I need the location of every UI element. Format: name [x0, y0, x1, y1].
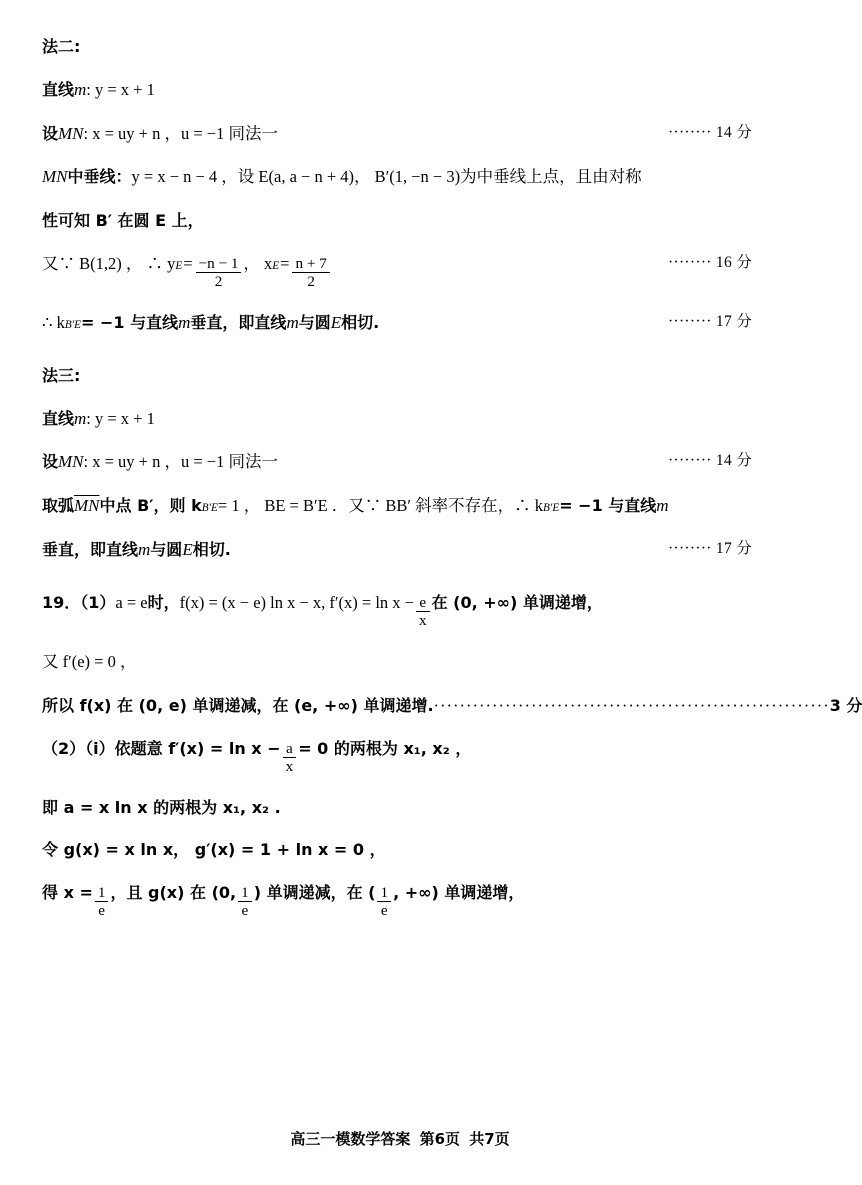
score-mark-14a: ········ 14 分	[668, 123, 752, 141]
a-equals-e: a = e	[115, 593, 148, 613]
line-m-equation	[42, 79, 758, 102]
fraction-denominator-6: e	[241, 902, 249, 919]
arc-prefix: 取弧	[42, 496, 75, 516]
mn-expression-2: : x = uy + n ，u = −1 同法一	[83, 452, 278, 472]
increasing-interval-text: 在 (0, +∞) 单调递增，	[431, 593, 603, 613]
g-interval-prefix: ，且 g(x) 在 (0,	[110, 883, 237, 902]
decreasing-text: ) 单调递减，在 (	[253, 883, 376, 902]
mn-expression: : x = uy + n ，u = −1 同法一	[83, 123, 278, 143]
fraction-a-over-x	[283, 740, 297, 775]
perpendicular-text-2: 垂直，即直线	[190, 313, 287, 332]
method-two-heading	[42, 36, 758, 58]
symmetry-conclusion	[42, 210, 758, 232]
fraction-numerator-7: 1	[377, 884, 391, 902]
question-number-19: 19．（1）	[42, 593, 116, 613]
question-19-part1	[42, 592, 758, 630]
circle-e: E	[330, 313, 342, 332]
score-mark-17b: ········ 17 分	[668, 540, 752, 558]
segment-mn-3: MN	[58, 452, 84, 472]
define-g-function	[42, 839, 758, 861]
variable-m-6: m	[138, 540, 151, 560]
fraction-denominator-2: 2	[307, 273, 315, 290]
score-mark-14b: ········ 14 分	[668, 452, 752, 470]
fraction-denominator-3: x	[418, 612, 427, 630]
fraction-numerator-3: e	[416, 594, 430, 612]
arc-slope-text: = −1 与直线	[559, 496, 657, 516]
circle-e-2: E	[182, 540, 193, 560]
footer-total-label: 共7页	[469, 1130, 510, 1148]
line-m-expression-2: : y = x + 1	[86, 408, 155, 428]
variable-m-2: m	[178, 313, 191, 332]
footer-title: 高三一模数学答案	[290, 1130, 411, 1148]
point-b-coordinates: 又∵ B(1,2) ， ∴ y E = $\frac{-n - 1}{2}$ ， x E = $\frac{n + 7}{2}$ ········ 16 分	[42, 254, 752, 290]
bisector-expression: y = x − n − 4 ，设 E(a, a − n + 4)， B′(1, −n − 3)为中垂线上点，且由对称	[131, 167, 642, 187]
leader-dots: ·····························································	[433, 695, 830, 715]
page-footer	[0, 1128, 800, 1149]
line-m-expression: : y = x + 1	[86, 79, 155, 99]
question-19-part2i	[42, 738, 758, 776]
a-equals-xlnx	[42, 797, 758, 819]
increasing-text: , +∞) 单调递增，	[393, 883, 525, 902]
fraction-numerator-5: 1	[95, 884, 109, 902]
set-mn-equation-2	[42, 451, 758, 474]
line-label-prefix: 直线	[42, 79, 75, 99]
footer-page-label: 第6页	[419, 1130, 460, 1148]
fraction-numerator-6: 1	[238, 884, 252, 902]
segment-mn-2: MN	[42, 167, 68, 187]
set-prefix-2: 设	[42, 452, 59, 472]
bisector-label: 中垂线：	[67, 167, 132, 187]
fraction-denominator-4: x	[285, 757, 294, 775]
tangent-text: 相切.	[341, 313, 380, 332]
fraction-one-over-e	[95, 884, 109, 919]
set-mn-equation	[42, 123, 758, 146]
slope-prefix: ∴ k	[42, 313, 65, 332]
fraction-e-over-x	[416, 594, 430, 629]
fprime-e-zero: 又 f′(e) = 0 ，	[42, 652, 137, 672]
fraction-denominator: 2	[214, 273, 223, 290]
derivative-at-e	[42, 651, 758, 673]
x-e-prefix: ， x	[243, 254, 273, 273]
get-x-prefix: 得 x =	[42, 883, 93, 902]
method-three-heading	[42, 365, 758, 387]
g-monotonicity	[42, 882, 758, 920]
arc-midpoint-text: 中点 B′，则 k	[99, 496, 202, 516]
subscript-e-2: E	[272, 260, 280, 272]
two-roots-text: = 0 的两根为 x₁, x₂ ，	[298, 738, 472, 758]
with-circle-text-2: 与圆	[150, 540, 183, 560]
slope-conclusion-one	[42, 312, 758, 335]
subscript-bprime-e-2: B′E	[201, 502, 218, 515]
variable-m-3: m	[286, 313, 299, 332]
score-mark-17a: ········ 17 分	[668, 313, 752, 330]
fraction-xe	[292, 255, 329, 290]
monotonicity-conclusion	[42, 695, 862, 717]
tangent-conclusion-two	[42, 539, 758, 562]
fraction-denominator-7: e	[380, 902, 388, 919]
tangent-text-2: 相切.	[192, 540, 231, 560]
g-definition-text: 令 g(x) = x ln x， g′(x) = 1 + ln x = 0 ，	[42, 840, 386, 860]
when-text: 时，	[147, 593, 180, 613]
fx-definition: f(x) = (x − e) ln x − x, f′(x) = ln x −	[179, 593, 414, 613]
arc-mn: $\overline{MN}$	[74, 496, 100, 516]
line-label-prefix-2: 直线	[42, 408, 75, 428]
line-m-equation-2	[42, 408, 758, 431]
a-xlnx-text: 即 a = x ln x 的两根为 x₁, x₂ .	[42, 797, 281, 817]
perpendicular-text: = −1 与直线	[81, 313, 179, 332]
part2-prefix: （2）（i）依题意 f′(x) = ln x −	[42, 738, 281, 758]
with-circle-text: 与圆	[298, 313, 331, 332]
answer-content	[42, 36, 862, 941]
set-prefix: 设	[42, 123, 59, 143]
fraction-numerator-2: n + 7	[292, 255, 329, 273]
fraction-one-over-e-3	[377, 884, 391, 919]
method-three-label: 法三:	[42, 365, 81, 385]
variable-m: m	[74, 79, 87, 99]
fraction-numerator-4: a	[283, 740, 297, 758]
variable-m-5: m	[656, 496, 669, 516]
perpendicular-bisector-line	[42, 166, 758, 189]
arc-midpoint-line	[42, 495, 758, 518]
fraction-one-over-e-2	[238, 884, 252, 919]
subscript-bprime-e-3: B′E	[543, 502, 560, 515]
symmetry-text: 性可知 B′ 在圆 E 上，	[42, 211, 204, 231]
fraction-denominator-5: e	[98, 902, 106, 919]
fraction-ye	[196, 255, 242, 290]
subscript-e-1: E	[175, 260, 183, 272]
segment-mn: MN	[58, 123, 84, 143]
method-two-label: 法二:	[42, 37, 81, 56]
monotonicity-text: 所以 f(x) 在 (0, e) 单调递减，在 (e, +∞) 单调递增.	[42, 695, 434, 715]
score-mark-16: ········ 16 分	[668, 254, 752, 271]
fraction-numerator: −n − 1	[196, 255, 242, 273]
b-point-prefix: 又∵ B(1,2) ， ∴ y	[42, 254, 176, 273]
perpendicular-text-3: 垂直，即直线	[42, 540, 139, 560]
arc-equality-text: = 1 ， BE = B′E ．又∵ BB′ 斜率不存在，∴ k	[217, 496, 544, 516]
variable-m-4: m	[74, 408, 87, 428]
subscript-bprime-e: B′E	[64, 319, 82, 331]
score-mark-3: 3 分	[829, 695, 862, 715]
